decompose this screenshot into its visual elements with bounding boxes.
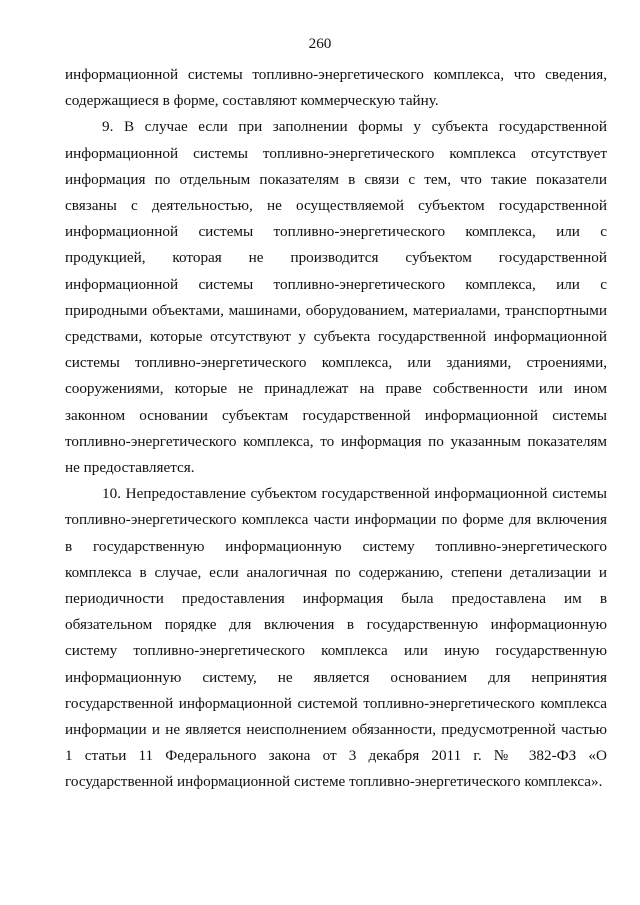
page-number: 260 bbox=[308, 35, 332, 52]
paragraph-item-10: 10. Непредоставление субъектом государственной информационной системы топливно-энергетического комплекса части информации по форме для включения в государственную информационную систему топливно-энергетического комплекса в случае, если аналогичная по содержанию, степени детализации и периодичности предоставления информация была предоставлена им в обязательном порядке для включения в государственную информационную систему топливно-энергетического комплекса или иную государственную информационную систему, не является основанием для непринятия государственной информационной системой топливно-энергетического комплекса информации и не является неисполнением обязанности, предусмотренной частью 1 статьи 11 Федерального закона от 3 декабря 2011 г. № 382-ФЗ «О государственной информационной системе топливно-энергетического комплекса». bbox=[65, 485, 607, 791]
document-body bbox=[65, 62, 607, 796]
paragraph-item-9: 9. В случае если при заполнении формы у субъекта государственной информационной системы топливно-энергетического комплекса отсутствует информация по отдельным показателям в связи с тем, что такие показатели связаны с деятельностью, не осуществляемой субъектом государственной информационной системы топливно-энергетического комплекса, или с продукцией, которая не производится субъектом государственной информационной системы топливно-энергетического комплекса, или с природными объектами, машинами, оборудованием, материалами, транспортными средствами, которые отсутствуют у субъекта государственной информационной системы топливно-энергетического комплекса, или зданиями, строениями, сооружениями, которые не принадлежат на праве собственности или ином законном основании субъектам государственной информационной системы топливно-энергетического комплекса, то информация по указанным показателям не предоставляется. bbox=[65, 118, 607, 477]
paragraph-continuation: информационной системы топливно-энергетического комплекса, что сведения, содержащиеся в форме, составляют коммерческую тайну. bbox=[65, 66, 607, 110]
